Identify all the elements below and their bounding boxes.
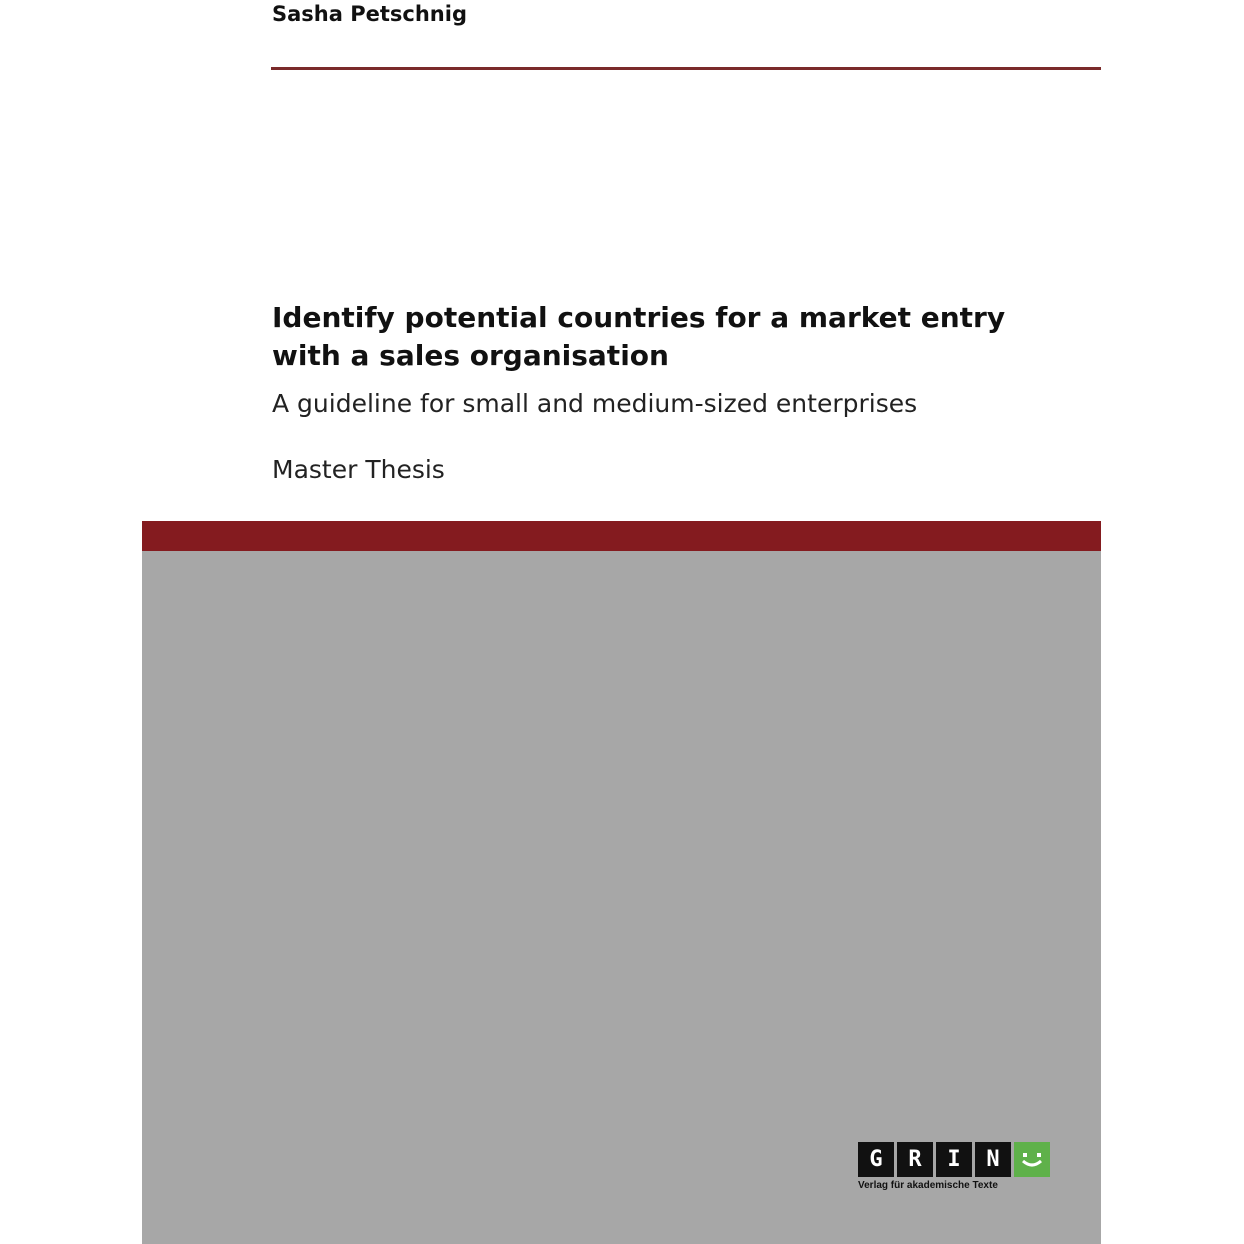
divider-rule	[271, 67, 1101, 70]
smiley-icon	[1014, 1142, 1050, 1177]
book-subtitle: A guideline for small and medium-sized enterprises	[272, 389, 918, 418]
logo-letter: G	[858, 1142, 894, 1177]
author-name: Sasha Petschnig	[272, 2, 467, 26]
accent-band	[142, 521, 1101, 551]
logo-letter: I	[936, 1142, 972, 1177]
publisher-tagline: Verlag für akademische Texte	[858, 1180, 998, 1191]
publisher-logo	[858, 1142, 1052, 1194]
logo-letter: N	[975, 1142, 1011, 1177]
book-title: Identify potential countries for a market entry with a sales organisation	[272, 301, 1006, 372]
document-type: Master Thesis	[272, 455, 445, 484]
logo-letter: R	[897, 1142, 933, 1177]
cover-panel	[142, 551, 1101, 1244]
